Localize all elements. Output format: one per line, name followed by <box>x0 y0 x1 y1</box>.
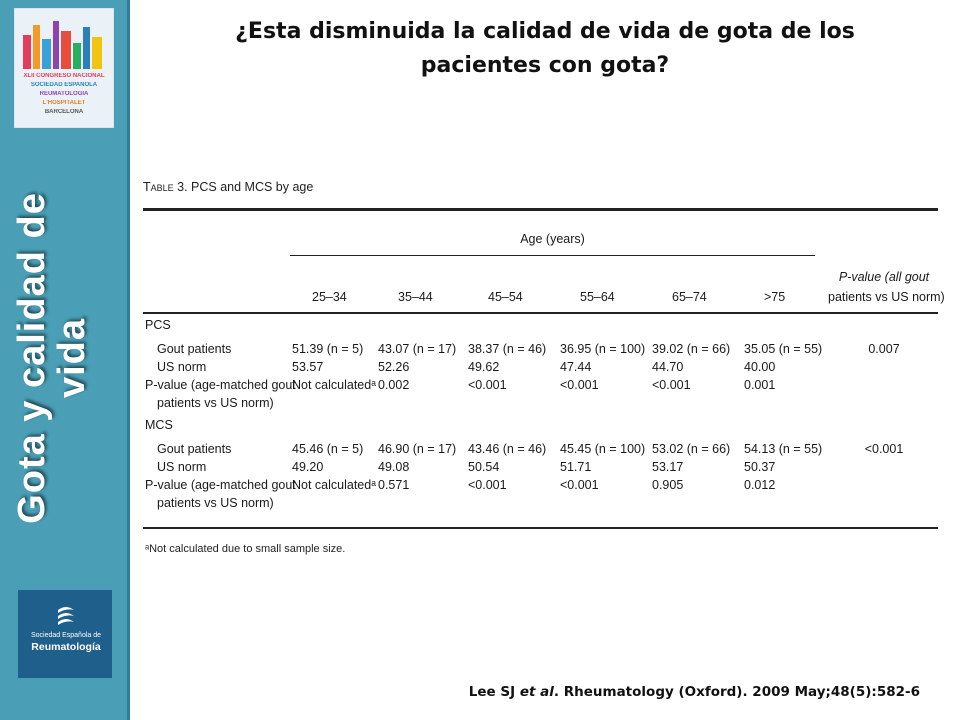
pvalue-header-line1: P-value (all gout <box>838 270 930 284</box>
table-cell: 40.00 <box>744 360 776 374</box>
table-footnote: ᵃNot calculated due to small sample size. <box>145 543 346 555</box>
pvalue-header-line2: patients vs US norm) <box>828 290 945 304</box>
table-cell: <0.001 <box>560 378 599 392</box>
sidebar-title-line1: Gota y calidad de <box>11 192 53 524</box>
row-label: Gout patients <box>157 442 232 456</box>
table-cell: 51.71 <box>560 460 592 474</box>
table-cell: 53.02 (n = 66) <box>652 442 731 456</box>
row-label-continued: patients vs US norm) <box>157 496 274 510</box>
pvalue-cell: 0.007 <box>868 342 900 356</box>
slide-title-line1: ¿Esta disminuida la calidad de vida de gota de los <box>235 19 855 44</box>
table-cell: 53.57 <box>292 360 324 374</box>
table-cell: 54.13 (n = 55) <box>744 442 823 456</box>
table-cell: 53.17 <box>652 460 684 474</box>
table-cell: 50.54 <box>468 460 500 474</box>
table-cell: Not calculatedᵃ <box>292 378 376 392</box>
slide-title-line2: pacientes con gota? <box>420 53 670 78</box>
age-header-rule <box>290 255 815 256</box>
age-header: Age (years) <box>520 232 585 246</box>
congress-logo-line1: XLII CONGRESO NACIONAL <box>23 73 105 79</box>
section-label: MCS <box>145 418 173 432</box>
city-skyline-icon <box>21 17 107 69</box>
table-cell: 50.37 <box>744 460 776 474</box>
table-cell: 51.39 (n = 5) <box>292 342 364 356</box>
table-cell: 45.46 (n = 5) <box>292 442 364 456</box>
table-cell: 43.46 (n = 46) <box>468 442 547 456</box>
table-cell: Not calculatedᵃ <box>292 478 376 492</box>
table-cell: 44.70 <box>652 360 684 374</box>
citation-suffix: . Rheumatology (Oxford). 2009 May;48(5):582-6 <box>553 684 920 700</box>
row-label: P-value (age-matched gout <box>145 378 296 392</box>
congress-logo-line5: BARCELONA <box>44 109 84 115</box>
age-column-header: 45–54 <box>488 290 523 304</box>
ser-logo-line2: Reumatología <box>31 641 101 653</box>
table-caption <box>143 180 313 194</box>
citation-prefix: Lee SJ <box>468 684 520 700</box>
table-cell: 52.26 <box>378 360 410 374</box>
congress-logo-line3: REUMATOLOGÍA <box>39 91 89 97</box>
citation <box>440 684 920 700</box>
age-column-header: >75 <box>764 290 786 304</box>
row-label-continued: patients vs US norm) <box>157 396 274 410</box>
row-label: US norm <box>157 360 207 374</box>
congress-logo-line4: L'HOSPITALET <box>42 100 86 106</box>
sidebar-section-title <box>12 158 92 558</box>
section-label: PCS <box>145 318 171 332</box>
age-column-header: 55–64 <box>580 290 615 304</box>
age-column-header: 25–34 <box>312 290 347 304</box>
ser-symbol-icon <box>55 604 77 626</box>
ser-logo <box>18 590 112 678</box>
table-cell: 0.002 <box>378 378 410 392</box>
table-cell: 43.07 (n = 17) <box>378 342 457 356</box>
table-bottom-rule <box>143 527 938 529</box>
table-cell: 0.001 <box>744 378 776 392</box>
slide-title <box>170 15 920 83</box>
row-label: Gout patients <box>157 342 232 356</box>
table-top-rule <box>143 208 938 211</box>
table-caption-text: PCS and MCS by age <box>191 180 314 194</box>
table-cell: 47.44 <box>560 360 592 374</box>
age-column-header: 65–74 <box>672 290 707 304</box>
pvalue-cell: <0.001 <box>864 442 904 456</box>
table-cell: 0.905 <box>652 478 684 492</box>
table-cell: 49.08 <box>378 460 410 474</box>
table-header-rule <box>143 312 938 314</box>
table-cell: <0.001 <box>468 378 507 392</box>
table-cell: <0.001 <box>468 478 507 492</box>
table-cell: 38.37 (n = 46) <box>468 342 547 356</box>
table-cell: 35.05 (n = 55) <box>744 342 823 356</box>
table-panel <box>130 160 950 585</box>
row-label: US norm <box>157 460 207 474</box>
table-caption-prefix: Table 3. <box>143 180 188 194</box>
table-cell: <0.001 <box>560 478 599 492</box>
congress-logo-line2: SOCIEDAD ESPAÑOLA <box>30 82 98 88</box>
citation-italic: et al <box>519 684 554 700</box>
row-label: P-value (age-matched gout <box>145 478 296 492</box>
ser-logo-line1: Sociedad Española de <box>30 632 102 639</box>
table-cell: 0.571 <box>378 478 410 492</box>
congress-logo <box>14 8 114 128</box>
age-column-header: 35–44 <box>398 290 433 304</box>
sidebar-title-line2: vida <box>51 317 93 399</box>
table-cell: 36.95 (n = 100) <box>560 342 646 356</box>
table-cell: <0.001 <box>652 378 691 392</box>
table-cell: 45.45 (n = 100) <box>560 442 646 456</box>
table-cell: 0.012 <box>744 478 776 492</box>
table-cell: 39.02 (n = 66) <box>652 342 731 356</box>
table-cell: 49.20 <box>292 460 324 474</box>
table-cell: 49.62 <box>468 360 500 374</box>
table-cell: 46.90 (n = 17) <box>378 442 457 456</box>
